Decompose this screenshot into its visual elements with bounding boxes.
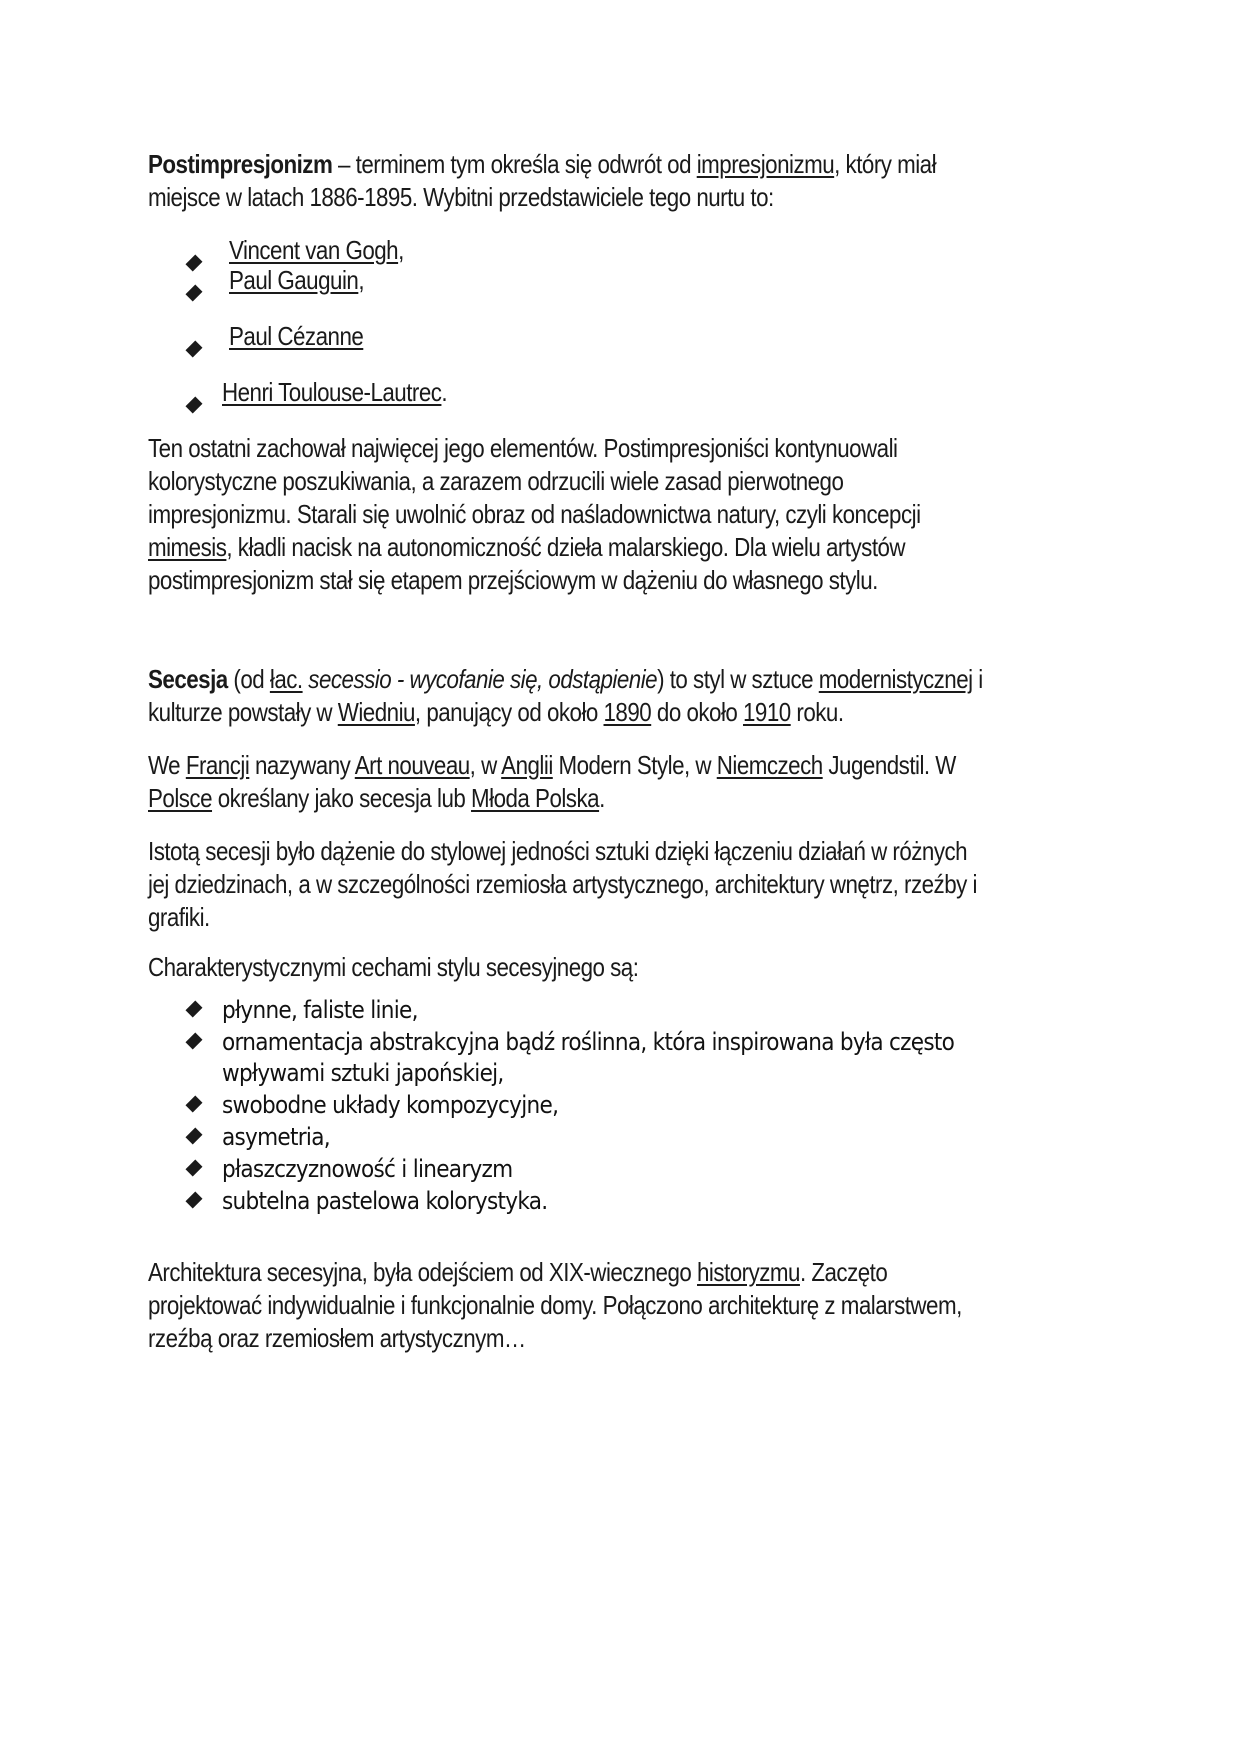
- list-item: płaszczyznowość i linearyzm: [222, 1155, 513, 1183]
- list-item: [229, 320, 363, 353]
- architektura-paragraph: Architektura secesyjna, była odejściem od XIX-wiecznego historyzmu. Zaczęto projektować indywidualnie i funkcjonalnie domy. Połączono architekturę z malarstwem, rzeźbą oraz rzemiosłem artystycznym…: [148, 1257, 962, 1353]
- link-artist[interactable]: Paul Gauguin: [229, 265, 359, 295]
- diamond-bullet-icon: [188, 1098, 202, 1112]
- link-artist[interactable]: Vincent van Gogh: [229, 235, 399, 265]
- list-item: Vincent van Gogh,: [229, 235, 404, 265]
- link-lac[interactable]: łac.: [269, 664, 303, 694]
- diamond-bullet-icon: [188, 399, 202, 413]
- secesja-intro: Secesja (od łac. secessio - wycofanie się, odstąpienie) to styl w sztuce modernistycznej i kulturze powstały w Wiedniu, panujący od około 1890 do około 1910 roku.: [148, 664, 983, 727]
- link-1890[interactable]: 1890: [603, 697, 652, 727]
- list-item: Henri Toulouse-Lautrec.: [222, 377, 448, 407]
- diamond-bullet-icon: [188, 343, 202, 357]
- postimpresjonizm-intro: Postimpresjonizm – terminem tym określa się odwrót od impresjonizmu, który miał miejsce w latach 1886-1895. Wybitni przedstawiciele tego nurtu to:: [148, 149, 937, 212]
- list-item: płynne, faliste linie,: [222, 996, 418, 1024]
- list-item: ornamentacja abstrakcyjna bądź roślinna, która inspirowana była często: [222, 1028, 955, 1056]
- term-secesja: Secesja: [148, 664, 228, 694]
- secesja-features-intro: Charakterystycznymi cechami stylu secesyjnego są:: [148, 952, 639, 982]
- link-francji[interactable]: Francji: [185, 750, 250, 780]
- list-item: subtelna pastelowa kolorystyka.: [222, 1187, 548, 1215]
- link-niemczech[interactable]: Niemczech: [716, 750, 823, 780]
- diamond-bullet-icon: [188, 1194, 202, 1208]
- diamond-bullet-icon: [188, 1130, 202, 1144]
- link-polsce[interactable]: Polsce: [148, 783, 213, 813]
- list-item: asymetria,: [222, 1123, 330, 1151]
- link-anglii[interactable]: Anglii: [501, 750, 553, 780]
- diamond-bullet-icon: [188, 1162, 202, 1176]
- link-historyzmu[interactable]: historyzmu: [697, 1257, 800, 1287]
- link-impresjonizmu[interactable]: impresjonizmu: [696, 149, 835, 179]
- diamond-bullet-icon: [188, 257, 202, 271]
- link-artist[interactable]: Henri Toulouse-Lautrec: [222, 377, 442, 407]
- list-item: swobodne układy kompozycyjne,: [222, 1091, 559, 1119]
- secesja-names-paragraph: We Francji nazywany Art nouveau, w Anglii Modern Style, w Niemczech Jugendstil. W Polsce określany jako secesja lub Młoda Polska.: [148, 750, 956, 813]
- list-item-continuation: wpływami sztuki japońskiej,: [222, 1059, 504, 1087]
- list-item: Paul Gauguin,: [229, 265, 365, 295]
- link-1910[interactable]: 1910: [743, 697, 791, 727]
- link-art-nouveau[interactable]: Art nouveau: [354, 750, 470, 780]
- link-mloda-polska[interactable]: Młoda Polska: [471, 783, 600, 813]
- link-wiedniu[interactable]: Wiedniu: [337, 697, 415, 727]
- link-artist[interactable]: Paul Cézanne: [229, 321, 364, 351]
- term-postimpresjonizm: Postimpresjonizm: [148, 149, 333, 179]
- diamond-bullet-icon: [188, 287, 202, 301]
- postimpresjonizm-paragraph: Ten ostatni zachował najwięcej jego elementów. Postimpresjoniści kontynuowali kolorystyczne poszukiwania, a zarazem odrzucili wiele zasad pierwotnego impresjonizmu. Starali się uwolnić obraz od naśladownictwa natury, czyli koncepcji mimesis, kładli nacisk na autonomiczność dzieła malarskiego. Dla wielu artystów postimpresjonizm stał się etapem przejściowym w dążeniu do własnego stylu.: [148, 433, 921, 595]
- diamond-bullet-icon: [188, 1035, 202, 1049]
- link-mimesis[interactable]: mimesis: [148, 532, 227, 562]
- link-modernistycznej[interactable]: modernistycznej: [818, 664, 973, 694]
- diamond-bullet-icon: [188, 1003, 202, 1017]
- secesja-essence-paragraph: Istotą secesji było dążenie do stylowej jedności sztuki dzięki łączeniu działań w różnych jej dziedzinach, a w szczególności rzemiosła artystycznego, architektury wnętrz, rzeźby i grafiki.: [148, 836, 977, 932]
